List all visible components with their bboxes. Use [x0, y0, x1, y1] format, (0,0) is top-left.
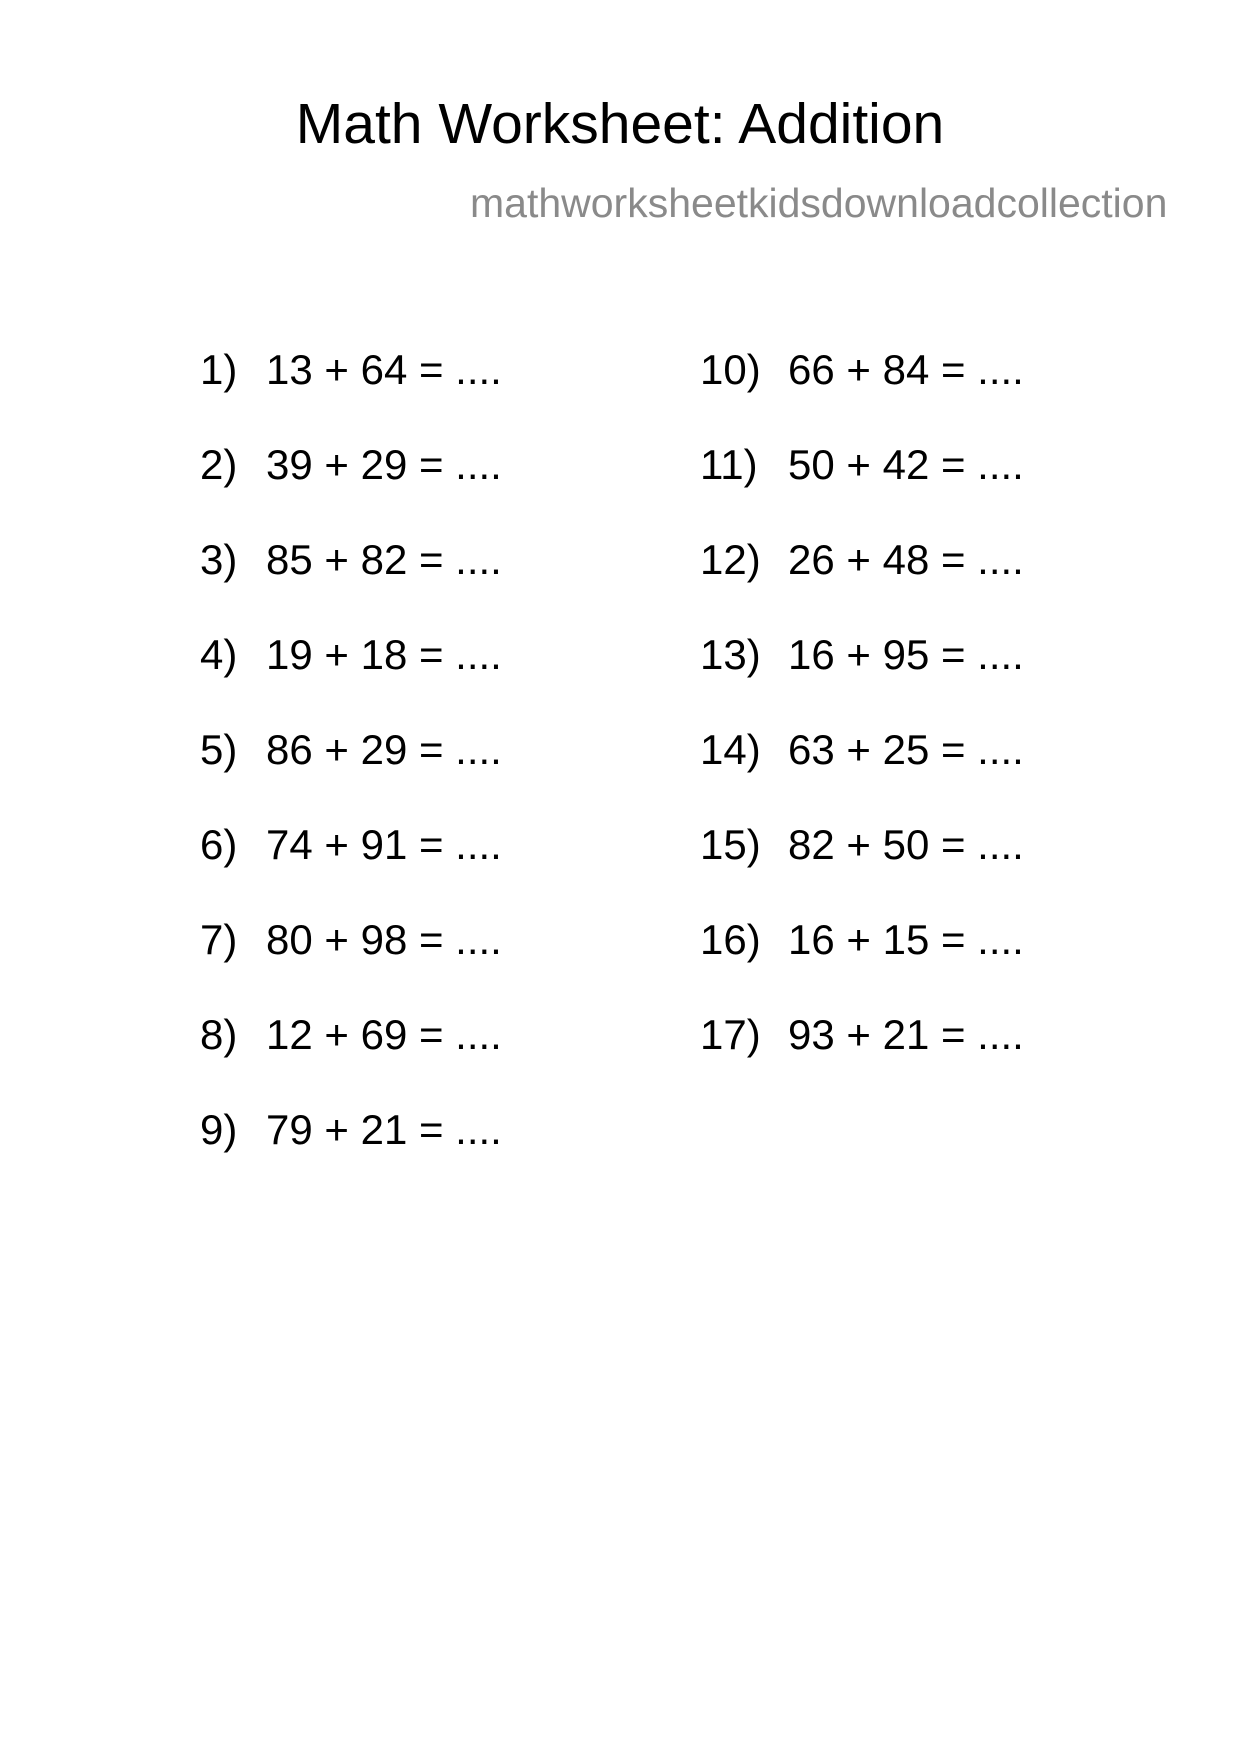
problem-expression: 86 + 29 = ....: [266, 726, 502, 773]
problem-item: [200, 441, 502, 539]
problem-number: 13): [700, 631, 761, 678]
problem-item: [200, 536, 502, 634]
problem-expression: 19 + 18 = ....: [266, 631, 502, 678]
problem-item: [200, 1106, 502, 1204]
problem-number: 10): [700, 346, 761, 393]
problem-expression: 16 + 95 = ....: [788, 631, 1024, 678]
problem-item: [200, 821, 502, 919]
problem-item: [200, 631, 502, 729]
problem-expression: 93 + 21 = ....: [788, 1011, 1024, 1058]
problem-expression: 12 + 69 = ....: [266, 1011, 502, 1058]
problem-expression: 85 + 82 = ....: [266, 536, 502, 583]
problem-expression: 16 + 15 = ....: [788, 916, 1024, 963]
problem-item: [700, 916, 1024, 1014]
problem-item: [700, 441, 1024, 539]
problem-number: 8): [200, 1011, 238, 1058]
problem-expression: 66 + 84 = ....: [788, 346, 1024, 393]
problem-item: [700, 726, 1024, 824]
problem-number: 12): [700, 536, 761, 583]
problem-expression: 13 + 64 = ....: [266, 346, 502, 393]
problem-expression: 79 + 21 = ....: [266, 1106, 502, 1153]
problem-number: 9): [200, 1106, 238, 1153]
problem-number: 5): [200, 726, 238, 773]
problem-item: [700, 536, 1024, 634]
problem-expression: 50 + 42 = ....: [788, 441, 1024, 488]
problem-number: 2): [200, 441, 238, 488]
problem-expression: 26 + 48 = ....: [788, 536, 1024, 583]
problem-number: 14): [700, 726, 761, 773]
problem-item: [200, 1011, 502, 1109]
problem-number: 17): [700, 1011, 761, 1058]
problem-number: 16): [700, 916, 761, 963]
problem-item: [200, 346, 502, 444]
problem-item: [700, 631, 1024, 729]
problem-item: [700, 821, 1024, 919]
problem-expression: 82 + 50 = ....: [788, 821, 1024, 868]
problem-number: 3): [200, 536, 238, 583]
problem-expression: 80 + 98 = ....: [266, 916, 502, 963]
problem-item: [700, 1011, 1024, 1109]
problem-item: [200, 726, 502, 824]
problem-number: 11): [700, 441, 758, 488]
problem-number: 15): [700, 821, 761, 868]
problem-item: [700, 346, 1024, 444]
problem-item: [200, 916, 502, 1014]
problems-right-column: [700, 346, 1024, 1109]
problems-left-column: [200, 346, 502, 1204]
page-title: Math Worksheet: Addition: [295, 92, 945, 156]
problem-number: 7): [200, 916, 238, 963]
problem-expression: 63 + 25 = ....: [788, 726, 1024, 773]
problem-number: 4): [200, 631, 238, 678]
problem-expression: 39 + 29 = ....: [266, 441, 502, 488]
problem-expression: 74 + 91 = ....: [266, 821, 502, 868]
problem-number: 6): [200, 821, 238, 868]
source-watermark: mathworksheetkidsdownloadcollection: [470, 183, 1168, 224]
problem-number: 1): [200, 346, 238, 393]
